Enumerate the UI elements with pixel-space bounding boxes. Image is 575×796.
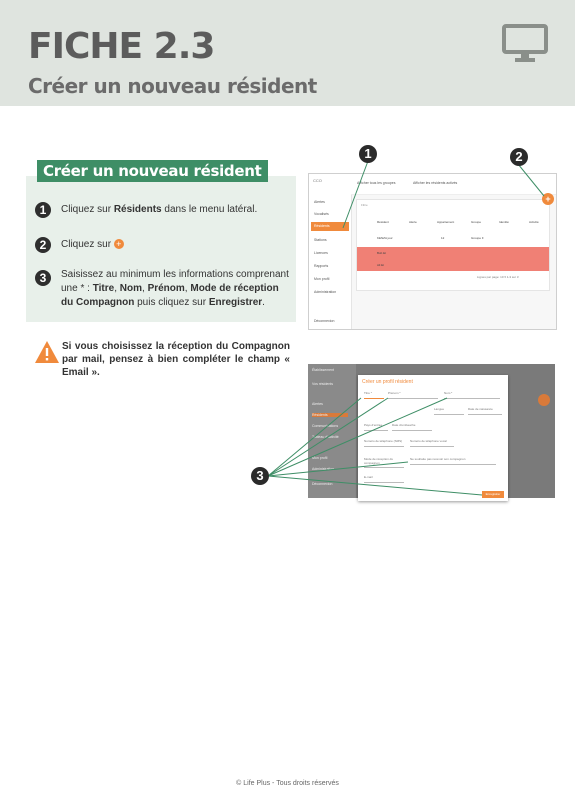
column-header: Appartement [437, 220, 455, 224]
sidebar-item-vocalised[interactable]: Vocalisés [314, 212, 329, 216]
step-text-bold: Mode de réception [190, 283, 279, 294]
sms-phone-field[interactable]: Numéro de téléphone (SMS) [364, 439, 404, 447]
callout-line [268, 398, 447, 476]
step-text-part: Cliquez sur [61, 204, 114, 215]
reception-mode-select[interactable]: Ne souhaite pas recevoir son compagnon [410, 457, 496, 465]
step-text-part: puis cliquez sur [134, 297, 209, 308]
callout-3: 3 [251, 467, 269, 485]
callout-line [268, 398, 361, 476]
section-title: Créer un nouveau résident [37, 160, 268, 182]
column-header: Résident [377, 220, 389, 224]
column-header: Identité [499, 220, 509, 224]
step-text-part: une * : [61, 283, 93, 294]
step-number: 1 [35, 202, 51, 218]
sidebar-item[interactable]: Établissement [312, 368, 334, 372]
filter-all-groups[interactable]: Afficher tous les groupes [357, 181, 396, 185]
callout-line [268, 462, 408, 476]
app-logo: CCO [313, 178, 322, 183]
hire-date-field[interactable]: Date d'embauche [392, 423, 432, 431]
title-field[interactable]: Titre * [364, 391, 384, 399]
resident-name: KENZA jour [377, 236, 393, 240]
pagination[interactable]: Lignes par page: 10 ▾ 1-3 sur 3 [477, 275, 519, 279]
sidebar-item-reports[interactable]: Rapports [314, 264, 329, 268]
sidebar-item-logout[interactable]: Déconnexion [314, 319, 335, 323]
page-subtitle: Créer un nouveau résident [28, 74, 317, 98]
step-text-part: dans le menu latéral. [161, 204, 258, 215]
sidebar-item[interactable]: Administration [312, 467, 335, 471]
step-text-bold: Enregistrer [208, 297, 263, 308]
reception-mode-label: Mode de réception du compagnon [364, 457, 404, 468]
step-text-bold: Prénom [147, 283, 185, 294]
sidebar-item-residents[interactable]: Résidents [311, 222, 349, 231]
footer-copyright: © Life Plus - Tous droits réservés [236, 780, 339, 787]
step-text-bold: Titre [92, 283, 115, 294]
column-header: Activité [529, 220, 539, 224]
sidebar-item-licences[interactable]: Licences [314, 251, 328, 255]
sidebar-item[interactable]: Vos résidents [312, 382, 334, 386]
step-number: 2 [35, 237, 51, 253]
step-number: 3 [35, 270, 51, 286]
language-field[interactable]: Langue [434, 407, 464, 415]
column-header: Alerte [409, 220, 417, 224]
callout-line [518, 164, 544, 196]
fiche-number: FICHE 2.3 [28, 26, 215, 67]
step-text-part: , [114, 283, 120, 294]
sidebar-item-profile[interactable]: Mon profil [314, 277, 330, 281]
last-name-field[interactable]: Nom * [444, 391, 500, 399]
birth-date-field[interactable]: Date de naissance [468, 407, 502, 415]
step-text-part: , [142, 283, 148, 294]
entry-country-field[interactable]: Pays d'entrée [364, 423, 388, 431]
modal-title: Créer un profil résident [362, 379, 413, 385]
step-text-bold: du Compagnon [61, 297, 135, 308]
step-text-line: Saisissez au minimum les informations comprenant [61, 269, 289, 280]
callout-2: 2 [510, 148, 528, 166]
filter-active-residents[interactable]: Afficher les résidents activés [413, 181, 458, 185]
sidebar-item[interactable]: Déconnexion [312, 482, 333, 486]
resident-name: Bob Et [377, 251, 387, 255]
plus-icon: + [114, 239, 124, 249]
step-text-part: . [262, 297, 265, 308]
warning-text: Si vous choisissez la réception du Compagnon par mail, pensez à bien compléter le champ « Email ». [62, 341, 290, 378]
sidebar-item[interactable]: Communications [312, 424, 339, 428]
resident-group: Groupe F [471, 236, 484, 240]
save-button[interactable]: Enregistrer [482, 491, 504, 498]
voice-phone-field[interactable]: Numéro de téléphone vocal [410, 439, 454, 447]
add-resident-button[interactable]: + [542, 193, 554, 205]
sidebar-item[interactable]: Tableau d'activité [312, 435, 339, 439]
callout-line [268, 398, 388, 476]
sidebar-item-admin[interactable]: Administration [314, 290, 337, 294]
callout-1: 1 [359, 145, 377, 163]
step-text-part: Cliquez sur [61, 239, 114, 250]
sidebar-item-residents[interactable]: Résidents [312, 413, 348, 417]
resident-room: 12 [441, 236, 445, 240]
sidebar-item-stations[interactable]: Stations [314, 238, 327, 242]
step-text-part: , [184, 283, 191, 294]
column-header: Groupe [471, 220, 482, 224]
sidebar-item[interactable]: Alertes [312, 402, 323, 406]
first-name-field[interactable]: Prénom * [388, 391, 438, 399]
callout-line [268, 476, 482, 495]
step-text-bold: Résidents [113, 204, 162, 215]
sidebar-item-alerts[interactable]: Alertes [314, 200, 325, 204]
sidebar-item[interactable]: Mon profil [312, 456, 328, 460]
resident-name: Ali Et [377, 263, 385, 267]
callout-line [343, 161, 368, 228]
filter-input[interactable]: Filtre [361, 203, 368, 207]
email-field[interactable]: E-mail [364, 475, 404, 483]
step-text-bold: Nom [119, 283, 142, 294]
